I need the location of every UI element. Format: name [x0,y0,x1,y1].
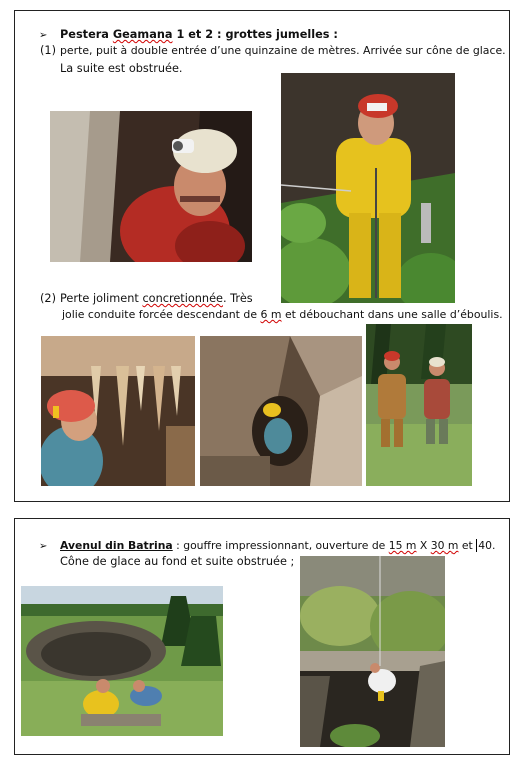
bullet-icon: ➢ [39,30,48,41]
item-2-text-b: concretionnée [142,292,223,305]
item-2-text-a: Perte joliment [60,292,139,305]
photo-narrow-passage [200,336,362,486]
photo-stalactites [41,336,195,486]
section-2-text-d: 30 m [430,539,459,552]
title-part-a: Pestera [60,28,109,41]
section-2-text-e: et [461,539,473,552]
item-2-line-2-a: jolie conduite forcée descendant de [62,308,258,321]
item-2-line-2 [62,308,503,322]
section-2-line-2: Cône de glace au fond et suite obstruée ; [60,555,295,568]
section-1-title [60,28,338,42]
section-2-title: Avenul din Batrina [60,539,173,552]
item-2-line-2-b: 6 m [260,308,282,321]
section-2-line-1 [60,539,495,553]
item-1-line-2: La suite est obstruée. [60,62,183,75]
photo-two-cavers-outside [366,324,472,486]
photo-pit-landscape [21,586,223,736]
item-2-text-c: . Très [223,292,253,305]
section-2-text-b: 15 m [388,539,417,552]
item-2-number: (2) [40,292,57,305]
photo-caver-white-helmet [50,111,252,262]
item-2-line-2-c: et débouchant dans une salle d’éboulis. [284,308,503,321]
bullet-icon-2: ➢ [39,541,48,552]
item-2-line-1 [60,292,253,306]
item-1-line-1: perte, puit à double entrée d’une quinzaine de mètres. Arrivée sur cône de glace. [60,44,506,57]
section-2-text-a: : gouffre impressionnant, ouverture de [176,539,386,552]
title-part-b: Geamana [112,28,173,41]
photo-caver-yellow-suit [281,73,455,303]
item-1-number: (1) [40,44,57,57]
title-part-c: 1 et 2 : grottes jumelles : [176,28,338,41]
photo-caver-rope-pit [300,556,445,747]
section-2-text-f: 40. [478,539,496,552]
section-2-text-c: X [419,539,428,552]
